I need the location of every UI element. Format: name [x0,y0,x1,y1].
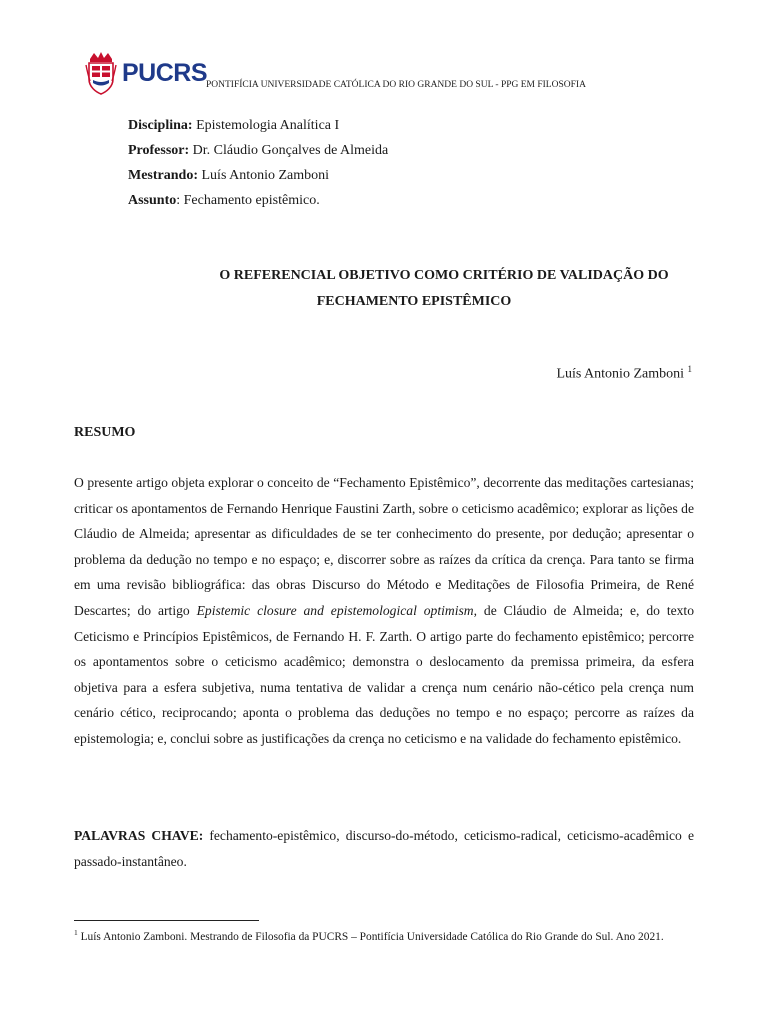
title-line-1: O REFERENCIAL OBJETIVO COMO CRITÉRIO DE VALIDAÇÃO DO [219,268,669,283]
abstract-text-part-2: , de Cláudio de Almeida; e, do texto Ceticismo e Princípios Epistêmicos, de Fernando H. F. Zarth. O artigo parte do fechamento epistêmico; percorre os apontamentos sobre o ceticismo acadêmico; demonstra o deslocamento da premissa primeira, da esfera objetiva para a esfera subjetiva, numa tentativa de validar a crença num cenário não-cético pela crença num cenário cético, reciprocando; aponta o problema das deduções no tempo e no espaço; percorre as raízes da epistemologia; e, conclui sobre as justificações da crença no ceticismo e na validade do fechamento epistêmico. [74,602,695,746]
professor-value: Dr. Cláudio Gonçalves de Almeida [189,143,389,158]
title-line-2: FECHAMENTO EPISTÊMICO [316,294,512,309]
university-name: PONTIFÍCIA UNIVERSIDADE CATÓLICA DO RIO GRANDE DO SUL - [206,80,501,90]
author-line [556,364,692,383]
footnote-separator [74,920,259,921]
subject-value: : Fechamento epistêmico. [176,193,320,208]
abstract-italic-title: Epistemic closure and epistemological optimism [196,602,474,618]
pucrs-logo [84,50,207,96]
abstract-paragraph [74,470,694,752]
discipline-row [128,113,388,138]
keywords-label: PALAVRAS CHAVE: [74,828,204,843]
student-value: Luís Antonio Zamboni [198,168,330,183]
abstract-text-part-1: O presente artigo objeta explorar o conceito de “Fechamento Epistêmico”, decorrente das meditações cartesianas; criticar os apontamentos de Fernando Henrique Faustini Zarth, sobre o ceticismo acadêmico; explorar as lições de Cláudio de Almeida; apresentar as dificuldades de se ter conhecimento do presente, por dedução; apresentar o problema da dedução no tempo e no espaço; e, discorrer sobre as raízes da crítica da crença. Para tanto se firma em uma revisão bibliográfica: das obras Discurso do Método e Meditações de Filosofia Primeira, de René Descartes; do artigo [74,475,694,618]
subject-row [128,188,388,213]
pucrs-crest-icon [84,51,118,95]
student-row [128,163,388,188]
discipline-value: Epistemologia Analítica I [192,118,340,133]
discipline-label: Disciplina: [128,118,193,133]
program-name: PPG EM FILOSOFIA [500,80,586,90]
paper-title [60,263,768,315]
footnote [74,925,694,945]
keywords-paragraph [74,823,694,874]
university-header-line [206,80,586,90]
author-name: Luís Antonio Zamboni [556,366,688,382]
abstract-heading: RESUMO [74,425,136,440]
student-label: Mestrando: [128,168,198,183]
professor-row [128,138,388,163]
professor-label: Professor: [128,143,190,158]
course-info-block [128,113,388,213]
logo-wordmark: PUCRS [122,58,208,87]
footnote-mark: 1 [74,928,78,937]
footnote-text: Luís Antonio Zamboni. Mestrando de Filosofia da PUCRS – Pontifícia Universidade Católica do Rio Grande do Sul. Ano 2021. [77,930,664,943]
subject-label: Assunto [128,193,177,208]
author-footnote-mark: 1 [687,364,692,374]
keywords-value: fechamento-epistêmico, discurso-do-método, ceticismo-radical, ceticismo-acadêmico e passado-instantâneo. [74,828,694,869]
